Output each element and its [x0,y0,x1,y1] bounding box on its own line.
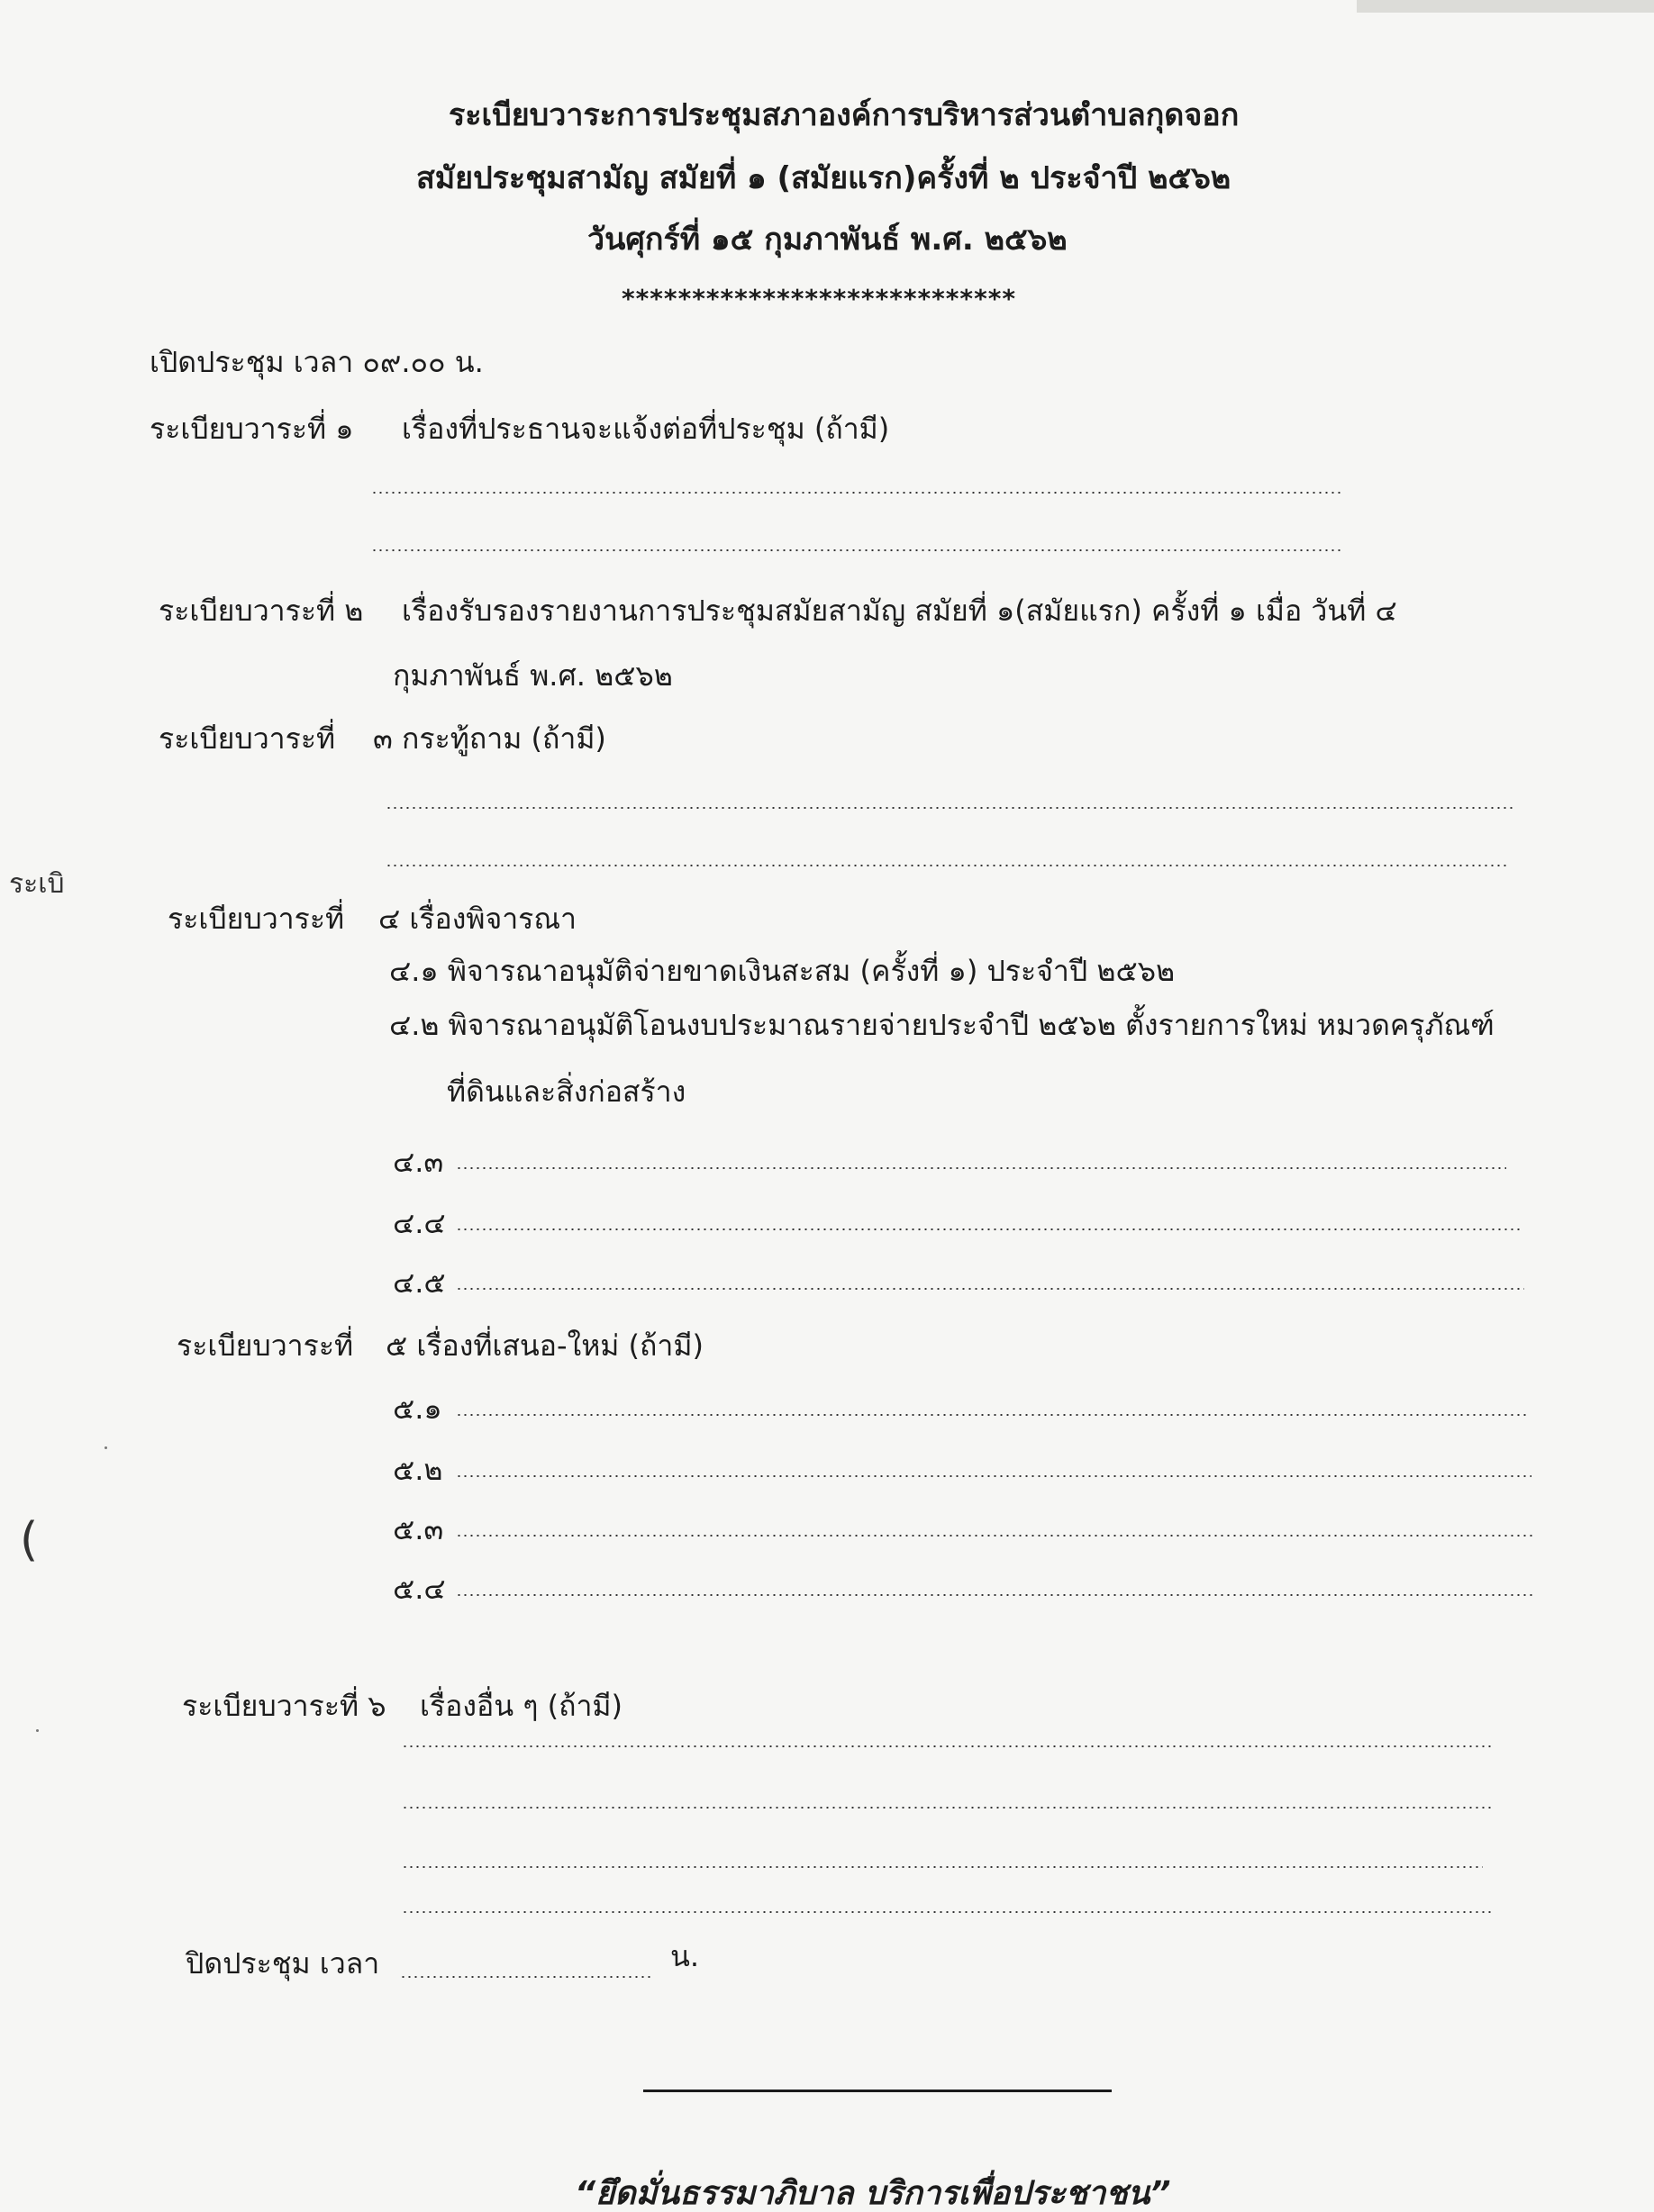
header-separator: **************************** [622,284,1016,313]
fill-line [456,1414,1528,1416]
agenda-item-4-2-cont: ที่ดินและสิ่งก่อสร้าง [447,1074,686,1109]
agenda-item-4-2: ๔.๒ พิจารณาอนุมัติโอนงบประมาณรายจ่ายประจำปี ๒๕๖๒ ตั้งรายการใหม่ หมวดครุภัณฑ์ [389,1008,1495,1042]
agenda-item-4-text: ๔ เรื่องพิจารณา [378,902,577,936]
fill-line [402,1807,1494,1809]
margin-note: ระเบิ [9,868,65,900]
fill-line [386,865,1510,866]
fill-line [456,1594,1533,1596]
fill-line [456,1288,1524,1290]
fill-line [402,1866,1483,1868]
scan-speck [105,1446,107,1449]
fill-line [456,1475,1531,1477]
agenda-item-4-5: ๔.๕ [393,1265,446,1300]
footer-rule [643,2090,1112,2092]
fill-line [402,1745,1494,1747]
agenda-title: ระเบียบวาระการประชุมสภาองค์การบริหารส่วนตำบลกุดจอก [449,97,1240,133]
agenda-item-4-1: ๔.๑ พิจารณาอนุมัติจ่ายขาดเงินสะสม (ครั้งที่ ๑) ประจำปี ๒๕๖๒ [389,954,1176,988]
agenda-item-2-text-cont: กุมภาพันธ์ พ.ศ. ๒๕๖๒ [393,658,673,693]
agenda-item-5-1: ๕.๑ [393,1392,442,1426]
agenda-item-4-4: ๔.๔ [393,1206,446,1240]
fill-line [371,492,1342,494]
agenda-item-3-label: ระเบียบวาระที่ [159,721,336,756]
page-corner-shadow [1357,0,1654,13]
agenda-item-6-text: เรื่องอื่น ๆ (ถ้ามี) [420,1689,623,1723]
agenda-item-1-label: ระเบียบวาระที่ ๑ [150,412,354,446]
agenda-item-2-text: เรื่องรับรองรายงานการประชุมสมัยสามัญ สมัยที่ ๑(สมัยแรก) ครั้งที่ ๑ เมื่อ วันที่ ๔ [402,594,1397,628]
agenda-item-5-4: ๕.๔ [393,1572,446,1606]
agenda-item-3-text: ๓ กระทู้ถาม (ถ้ามี) [373,721,606,756]
agenda-item-4-3: ๔.๓ [393,1145,444,1179]
agenda-item-5-label: ระเบียบวาระที่ [177,1328,354,1363]
fill-line [456,1167,1506,1169]
fill-line [402,1911,1494,1913]
fill-line [386,807,1515,809]
meeting-date: วันศุกร์ที่ ๑๕ กุมภาพันธ์ พ.ศ. ๒๕๖๒ [587,222,1068,258]
opening-time: เปิดประชุม เวลา ๐๙.๐๐ น. [150,345,484,379]
closing-label: ปิดประชุม เวลา [186,1946,380,1981]
agenda-item-5-3: ๕.๓ [393,1512,444,1546]
session-line: สมัยประชุมสามัญ สมัยที่ ๑ (สมัยแรก)ครั้งที่ ๒ ประจำปี ๒๕๖๒ [416,160,1231,196]
fill-line [456,1535,1533,1537]
agenda-item-1-text: เรื่องที่ประธานจะแจ้งต่อที่ประชุม (ถ้ามี) [402,412,890,446]
agenda-item-6-label: ระเบียบวาระที่ ๖ [182,1689,386,1723]
agenda-item-5-text: ๕ เรื่องที่เสนอ-ใหม่ (ถ้ามี) [386,1328,704,1363]
fill-line [371,549,1342,551]
closing-time-line [400,1976,654,1978]
margin-bracket-mark: ( [20,1513,39,1567]
closing-unit: น. [670,1939,700,1973]
scan-speck [36,1729,39,1732]
footer-motto: “ยึดมั่นธรรมาภิบาล บริการเพื่อประชาชน” [575,2175,1171,2212]
agenda-item-2-label: ระเบียบวาระที่ ๒ [159,594,364,628]
agenda-item-4-label: ระเบียบวาระที่ [168,902,345,936]
fill-line [456,1228,1522,1230]
agenda-item-5-2: ๕.๒ [393,1453,443,1487]
